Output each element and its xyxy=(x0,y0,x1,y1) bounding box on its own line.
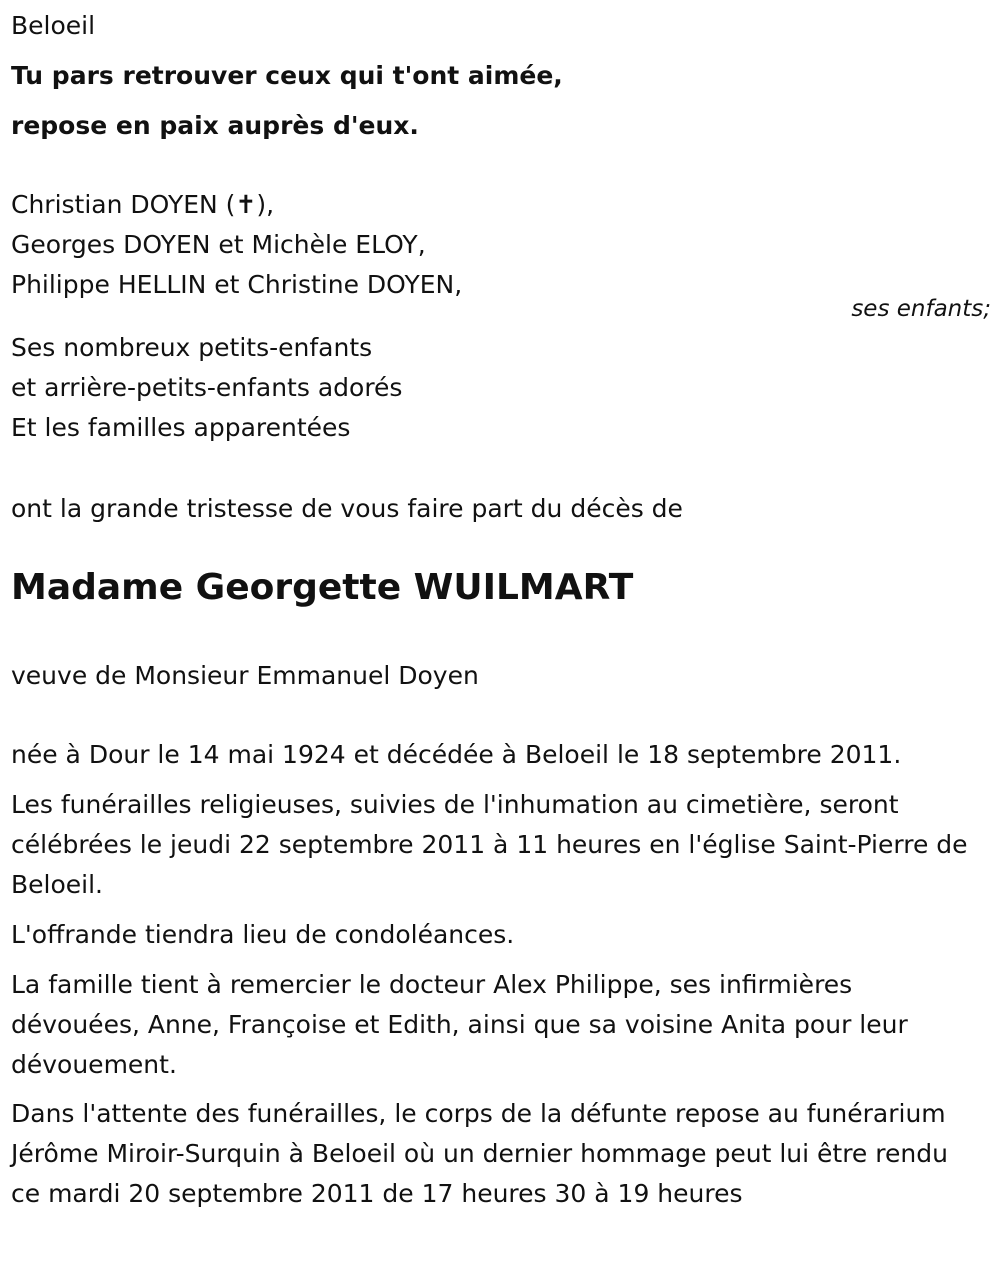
related-families: Et les familles apparentées xyxy=(11,413,351,442)
verse-line-2: repose en paix auprès d'eux. xyxy=(11,111,419,140)
birth-death-paragraph: née à Dour le 14 mai 1924 et décédée à Beloeil le 18 septembre 2011. xyxy=(11,740,902,769)
verse-line-1: Tu pars retrouver ceux qui t'ont aimée, xyxy=(11,61,563,90)
announcement: ont la grande tristesse de vous faire part du décès de xyxy=(11,494,683,523)
grandchildren: Ses nombreux petits-enfants xyxy=(11,333,373,362)
widow-of: veuve de Monsieur Emmanuel Doyen xyxy=(11,661,479,690)
child-2: Georges DOYEN et Michèle ELOY, xyxy=(11,230,426,259)
viewing-paragraph: Dans l'attente des funérailles, le corps de la défunte repose au funérarium Jérôme Miroir-Surquin à Beloeil où un dernier hommage peut lui être rendu ce mardi 20 septembre 2011 de 17 heures 30 à 19 heures xyxy=(11,1099,948,1208)
great-grandchildren: et arrière-petits-enfants adorés xyxy=(11,373,403,402)
deceased-name: Madame Georgette WUILMART xyxy=(11,567,634,608)
funeral-paragraph: Les funérailles religieuses, suivies de l'inhumation au cimetière, seront célébrées le jeudi 22 septembre 2011 à 11 heures en l'église Saint-Pierre de Beloeil. xyxy=(11,790,968,899)
offering-paragraph: L'offrande tiendra lieu de condoléances. xyxy=(11,920,515,949)
location: Beloeil xyxy=(11,11,96,40)
children-note: ses enfants; xyxy=(851,296,991,322)
thanks-paragraph: La famille tient à remercier le docteur Alex Philippe, ses infirmières dévouées, Anne, Françoise et Edith, ainsi que sa voisine Anita pour leur dévouement. xyxy=(11,970,908,1079)
child-3: Philippe HELLIN et Christine DOYEN, xyxy=(11,270,463,299)
child-1: Christian DOYEN (✝), xyxy=(11,190,275,219)
